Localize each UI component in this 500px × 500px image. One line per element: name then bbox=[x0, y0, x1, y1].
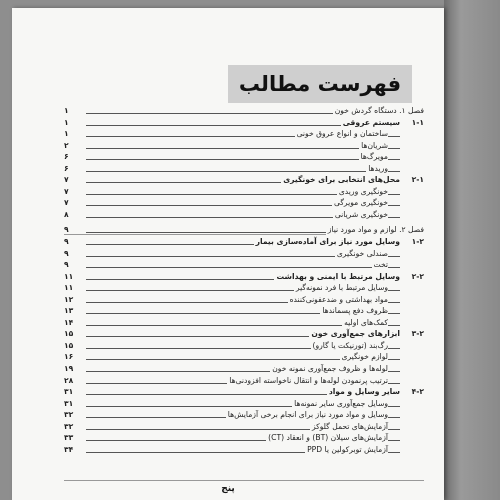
toc-entry-title: آزمایش‌های تحمل گلوکز bbox=[311, 421, 388, 431]
toc-section-number: ۱-۲ bbox=[411, 237, 424, 247]
toc-entry-title: ابزارهای جمع‌آوری خون bbox=[311, 329, 400, 339]
toc-page-number: ۱۱ bbox=[64, 283, 74, 293]
toc-page-number: ۲ bbox=[64, 140, 69, 150]
toc-row bbox=[64, 151, 424, 163]
toc-row bbox=[64, 375, 424, 387]
toc-entry-title: خونگیری مویرگی bbox=[333, 198, 388, 208]
toc-page-number: ۶ bbox=[64, 152, 69, 162]
toc-entry-title: مواد بهداشتی و ضدعفونی‌کننده bbox=[289, 294, 388, 304]
title-box bbox=[228, 65, 412, 103]
toc-page-number: ۸ bbox=[64, 209, 69, 219]
toc-entry-title: خونگیری شریانی bbox=[334, 209, 388, 219]
toc-entry-title: سیستم عروقی bbox=[342, 117, 400, 127]
toc-page-number: ۲۸ bbox=[64, 375, 74, 385]
toc-entry-title: ساختمان و انواع عروق خونی bbox=[296, 129, 388, 139]
toc-page-number: ۱ bbox=[64, 106, 69, 115]
toc-entry-title: سایر وسایل و مواد bbox=[328, 387, 400, 397]
toc-row bbox=[64, 140, 424, 152]
toc-row bbox=[64, 259, 424, 271]
toc-row bbox=[64, 444, 424, 456]
toc-page-number: ۳۱ bbox=[64, 387, 74, 397]
toc-row bbox=[64, 163, 424, 175]
toc-entry-title: شریان‌ها bbox=[361, 140, 388, 150]
toc-entry-title: وسایل مرتبط با ایمنی و بهداشت bbox=[276, 271, 400, 281]
toc-entry-title: فصل ۲. لوازم و مواد مورد نیاز bbox=[327, 225, 424, 235]
toc-page-number: ۷ bbox=[64, 186, 69, 196]
toc-page-number: ۹ bbox=[64, 237, 69, 247]
toc-page-number: ۹ bbox=[64, 260, 69, 270]
toc-page-number: ۱۶ bbox=[64, 352, 74, 362]
toc-entry-title: فصل ۱. دستگاه گردش خون bbox=[334, 106, 424, 115]
toc-page-number: ۱۵ bbox=[64, 329, 74, 339]
toc-page-number: ۹ bbox=[64, 225, 69, 235]
toc-entry-title: خونگیری وریدی bbox=[338, 186, 388, 196]
toc-row bbox=[64, 236, 424, 248]
toc-page-number: ۷ bbox=[64, 198, 69, 208]
toc-row bbox=[64, 209, 424, 221]
toc-row bbox=[64, 197, 424, 209]
toc-entry-title: ترتیب پرنمودن لوله‌ها و انتقال ناخواسته افزودنی‌ها bbox=[229, 375, 388, 385]
toc-section-number: ۱-۱ bbox=[411, 117, 424, 127]
toc-row bbox=[64, 282, 424, 294]
toc-page-number: ۳۳ bbox=[64, 433, 74, 443]
toc-leader-line bbox=[86, 267, 400, 268]
toc-entry-title: تخت bbox=[373, 260, 388, 270]
toc-row bbox=[64, 186, 424, 198]
toc-row bbox=[64, 224, 424, 236]
table-of-contents bbox=[64, 105, 424, 455]
toc-entry-title: کمک‌های اولیه bbox=[344, 317, 388, 327]
page-title: فهرست مطالب bbox=[238, 72, 402, 96]
toc-row bbox=[64, 421, 424, 433]
toc-entry-title: صندلی خونگیری bbox=[336, 248, 388, 258]
book-page bbox=[12, 8, 444, 500]
toc-entry-title: لوازم خونگیری bbox=[341, 352, 388, 362]
toc-leader-line bbox=[86, 148, 400, 149]
toc-entry-title: وسایل مرتبط با فرد نمونه‌گیر bbox=[295, 283, 388, 293]
toc-entry-title: وسایل جمع‌آوری سایر نمونه‌ها bbox=[294, 398, 388, 408]
toc-page-number: ۱۱ bbox=[64, 271, 74, 281]
toc-entry-title: وسایل و مواد مورد نیاز برای انجام برخی آزمایش‌ها bbox=[227, 410, 388, 420]
toc-page-number: ۱۹ bbox=[64, 364, 74, 374]
toc-page-number: ۱۲ bbox=[64, 294, 74, 304]
toc-row bbox=[64, 398, 424, 410]
toc-page-number: ۱ bbox=[64, 129, 69, 139]
toc-entry-title: ظروف دفع پسماندها bbox=[322, 306, 388, 316]
toc-page-number: ۶ bbox=[64, 163, 69, 173]
toc-row bbox=[64, 294, 424, 306]
toc-page-number: ۹ bbox=[64, 248, 69, 258]
toc-page-number: ۱۴ bbox=[64, 317, 74, 327]
toc-leader-line bbox=[86, 171, 400, 172]
page-edge-shadow bbox=[444, 0, 500, 500]
toc-page-number: ۱۵ bbox=[64, 340, 74, 350]
toc-page-number: ۱ bbox=[64, 117, 69, 127]
toc-row bbox=[64, 317, 424, 329]
toc-entry-title: آزمایش‌های سیلان (BT) و انعقاد (CT) bbox=[268, 433, 388, 443]
toc-page-number: ۳۲ bbox=[64, 421, 74, 431]
toc-leader-line bbox=[86, 159, 400, 160]
toc-entry-title: محل‌های انتخابی برای خونگیری bbox=[283, 175, 400, 185]
toc-page-number: ۳۴ bbox=[64, 444, 74, 454]
toc-page-number: ۳۲ bbox=[64, 410, 74, 420]
toc-entry-title: لوله‌ها و ظروف جمع‌آوری نمونه خون bbox=[272, 364, 388, 374]
toc-row bbox=[64, 386, 424, 398]
toc-row bbox=[64, 174, 424, 186]
bottom-divider bbox=[64, 480, 424, 481]
toc-section-number: ۳-۲ bbox=[411, 329, 424, 339]
toc-row bbox=[64, 248, 424, 260]
toc-row bbox=[64, 105, 424, 117]
toc-row bbox=[64, 363, 424, 375]
toc-page-number: ۷ bbox=[64, 175, 69, 185]
toc-entry-title: وسایل مورد نیاز برای آماده‌سازی بیمار bbox=[255, 237, 400, 247]
toc-page-number: ۱۳ bbox=[64, 306, 74, 316]
toc-row bbox=[64, 340, 424, 352]
toc-entry-title: وریدها bbox=[368, 163, 388, 173]
page-number-footer: پنج bbox=[221, 484, 235, 494]
toc-entry-title: رگ‌بند (تورنیکت یا گارو) bbox=[312, 340, 388, 350]
toc-section-number: ۲-۱ bbox=[411, 175, 424, 185]
toc-row bbox=[64, 328, 424, 340]
toc-section-number: ۴-۲ bbox=[411, 387, 424, 397]
toc-row bbox=[64, 305, 424, 317]
toc-entry-title: آزمایش توبرکولین یا PPD bbox=[307, 444, 388, 454]
toc-entry-title: مویرگ‌ها bbox=[360, 152, 388, 162]
toc-row bbox=[64, 432, 424, 444]
toc-section-number: ۲-۲ bbox=[411, 271, 424, 281]
toc-row bbox=[64, 271, 424, 283]
toc-row bbox=[64, 117, 424, 129]
toc-page-number: ۳۱ bbox=[64, 398, 74, 408]
toc-row bbox=[64, 128, 424, 140]
toc-row bbox=[64, 409, 424, 421]
toc-row bbox=[64, 351, 424, 363]
